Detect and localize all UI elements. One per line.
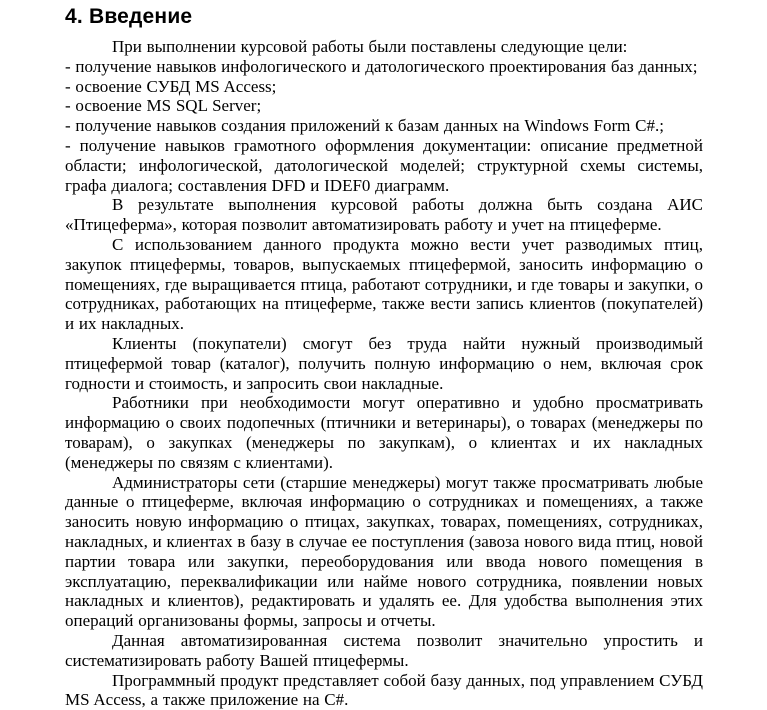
paragraph-workers: Работники при необходимости могут оперативно и удобно просматривать информацию о своих подопечных (птичники и ветеринары), о товарах (менеджеры по товарам), о закупках (менеджеры по закупкам), о клиентах и их накладных (менеджеры по связям с клиентами). [65, 393, 703, 472]
list-item-goal-2: - освоение СУБД MS Access; [65, 77, 703, 97]
paragraph-admins: Администраторы сети (старшие менеджеры) могут также просматривать любые данные о птицеферме, включая информацию о сотрудниках и помещениях, а также заносить новую информацию о птицах, закупках, товарах, помещениях, сотрудниках, накладных, и клиентах в базу в случае ее поступления (завоза нового вида птиц, новой партии товара или закупки, переоборудования или ввода нового помещения в эксплуатацию, переквалификации или найме нового сотрудника, появлении новых накладных и клиентов), редактировать и удалять ее. Для удобства выполнения этих операций организованы формы, запросы и отчеты. [65, 473, 703, 631]
list-item-goal-1: - получение навыков инфологического и датологического проектирования баз данных; [65, 57, 703, 77]
paragraph-result: В результате выполнения курсовой работы должна быть создана АИС «Птицеферма», которая позволит автоматизировать работу и учет на птицеферме. [65, 195, 703, 235]
paragraph-system-benefit: Данная автоматизированная система позволит значительно упростить и систематизировать работу Вашей птицефермы. [65, 631, 703, 671]
paragraph-clients: Клиенты (покупатели) смогут без труда найти нужный производимый птицефермой товар (каталог), получить полную информацию о нем, включая срок годности и стоимость, и запросить свои накладные. [65, 334, 703, 393]
list-item-goal-3: - освоение MS SQL Server; [65, 96, 703, 116]
paragraph-product-usage: С использованием данного продукта можно вести учет разводимых птиц, закупок птицефермы, товаров, выпускаемых птицефермой, заносить информацию о помещениях, где выращивается птица, работают сотрудники, и где товары и закупки, о сотрудниках, работающих на птицеферме, также вести запись клиентов (покупателей) и их накладных. [65, 235, 703, 334]
paragraph-goals-intro: При выполнении курсовой работы были поставлены следующие цели: [65, 37, 703, 57]
paragraph-product-description: Программный продукт представляет собой базу данных, под управлением СУБД MS Access, а также приложение на C#. [65, 671, 703, 710]
list-item-goal-5: - получение навыков грамотного оформления документации: описание предметной области; инфологической, датологической моделей; структурной схемы системы, графа диалога; составления DFD и IDEF0 диаграмм. [65, 136, 703, 195]
section-heading: 4. Введение [65, 5, 703, 29]
list-item-goal-4: - получение навыков создания приложений к базам данных на Windows Form C#.; [65, 116, 703, 136]
